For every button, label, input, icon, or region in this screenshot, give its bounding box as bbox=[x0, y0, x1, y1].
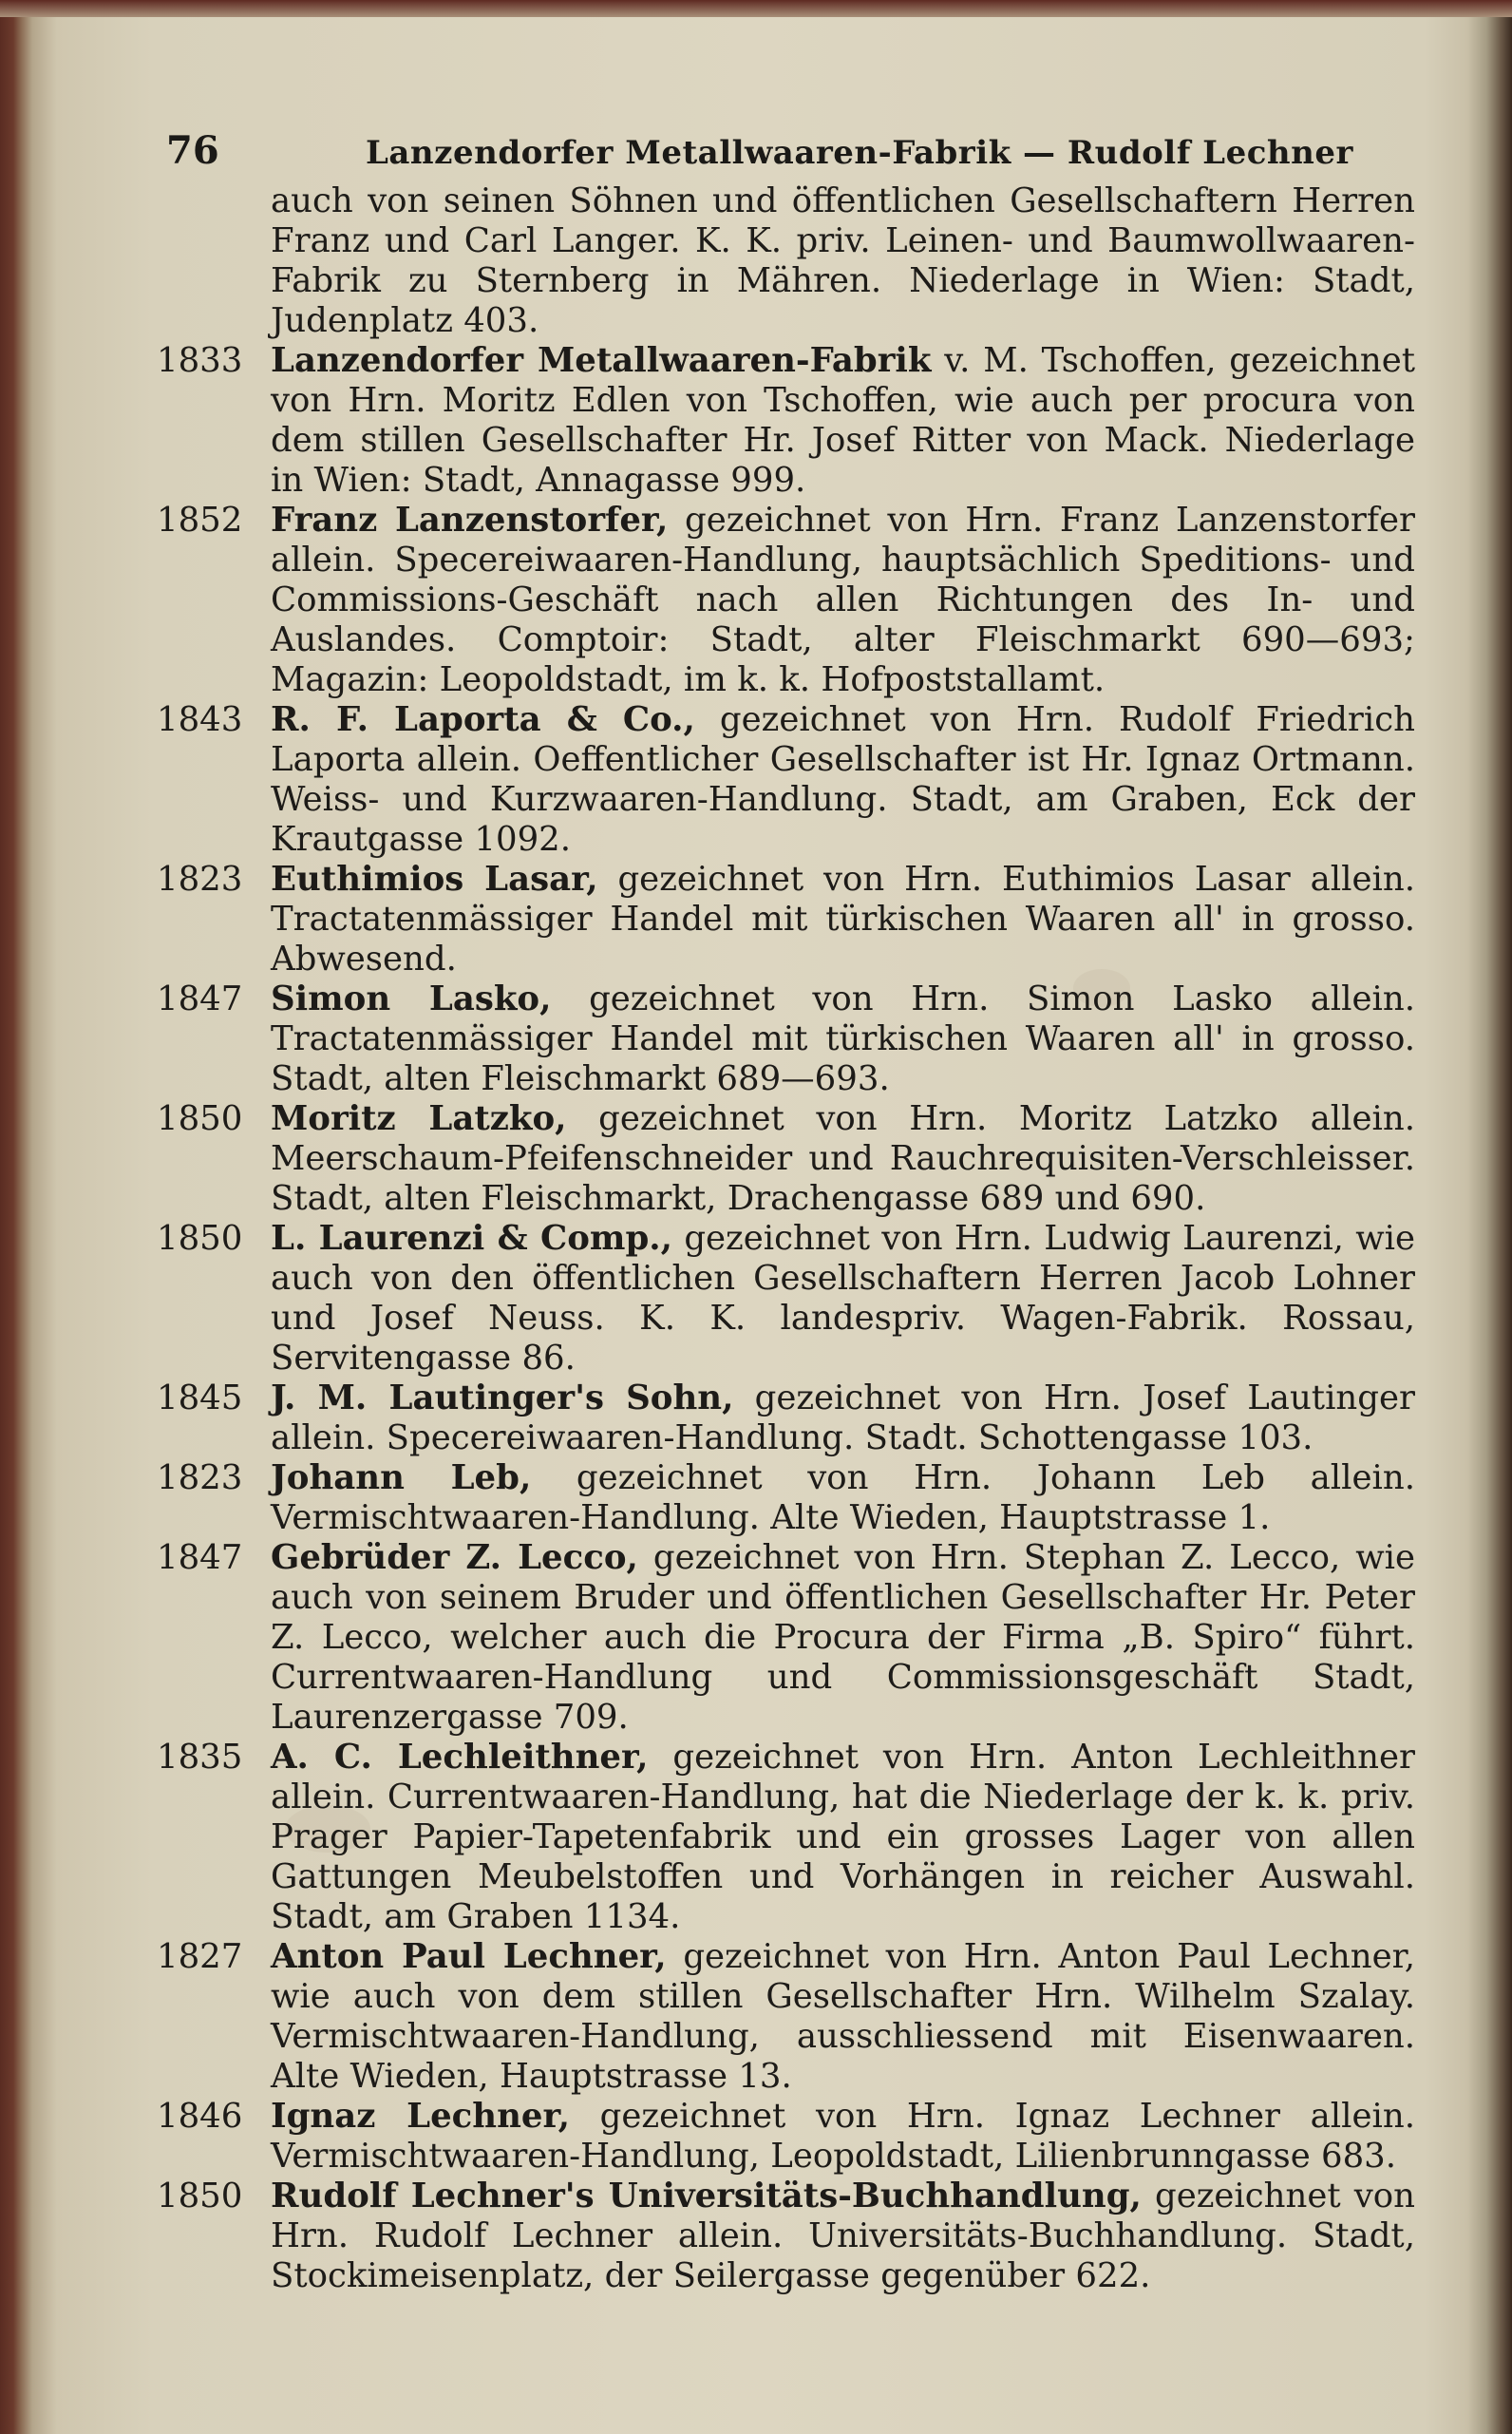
entry-year: 1847 bbox=[157, 1538, 243, 1577]
entry-description: gezeichnet von Hrn. Ludwig Laurenzi, wie auch von den öffentlichen Gesellschaftern Herren Jacob Lohner und Josef Neuss. K. K. landespriv. Wagen-Fabrik. Rossau, Servitengasse 86. bbox=[271, 1219, 1415, 1378]
directory-entry bbox=[157, 700, 1415, 860]
entry-year: 1850 bbox=[157, 1219, 243, 1258]
entry-firm-name: Johann Leb, bbox=[271, 1458, 532, 1497]
entry-firm-name: Simon Lasko, bbox=[271, 979, 552, 1018]
entry-year: 1850 bbox=[157, 2177, 243, 2215]
entry-text bbox=[271, 1937, 1415, 2097]
entry-text bbox=[271, 979, 1415, 1099]
page-content bbox=[157, 128, 1415, 2296]
directory-entry bbox=[157, 860, 1415, 979]
entry-text bbox=[271, 1458, 1415, 1538]
entry-firm-name: Franz Lanzenstorfer, bbox=[271, 501, 669, 540]
entry-firm-name: J. M. Lautinger's Sohn, bbox=[271, 1379, 734, 1417]
entry-year: 1835 bbox=[157, 1738, 243, 1777]
running-head bbox=[157, 128, 1415, 181]
entry-description: gezeichnet von Hrn. Rudolf Lechner allein. Universitäts-Buchhandlung. Stadt, Stockimeisenplatz, der Seilergasse gegenüber 622. bbox=[271, 2177, 1415, 2295]
entry-text bbox=[271, 860, 1415, 979]
header-title: Lanzendorfer Metallwaaren-Fabrik — Rudolf Lechner bbox=[366, 134, 1353, 172]
directory-entry bbox=[157, 501, 1415, 700]
entry-firm-name: Euthimios Lasar, bbox=[271, 860, 598, 899]
directory-entry bbox=[157, 2097, 1415, 2177]
entry-text bbox=[271, 1538, 1415, 1738]
directory-entry bbox=[157, 1538, 1415, 1738]
directory-entry bbox=[157, 1937, 1415, 2097]
entry-description: gezeichnet von Hrn. Stephan Z. Lecco, wie auch von seinem Bruder und öffentlichen Gesellschafter Hr. Peter Z. Lecco, welcher auch die Procura der Firma „B. Spiro“ führt. Currentwaaren-Handlung und Commissionsgeschäft Stadt, Laurenzergasse 709. bbox=[271, 1538, 1415, 1737]
entry-year: 1823 bbox=[157, 860, 243, 899]
entry-text bbox=[271, 700, 1415, 860]
entry-year: 1850 bbox=[157, 1099, 243, 1138]
entry-description: gezeichnet von Hrn. Anton Paul Lechner, wie auch von dem stillen Gesellschafter Hrn. Wilhelm Szalay. Vermischtwaaren-Handlung, ausschliessend mit Eisenwaaren. Alte Wieden, Hauptstrasse 13. bbox=[271, 1937, 1415, 2096]
directory-entry bbox=[157, 2177, 1415, 2296]
entry-text bbox=[271, 1219, 1415, 1379]
continuation-paragraph: auch von seinen Söhnen und öffentlichen Gesellschaftern Herren Franz und Carl Langer. K. K. priv. Leinen- und Baumwollwaaren-Fabrik zu Sternberg in Mähren. Niederlage in Wien: Stadt, Judenplatz 403. bbox=[271, 181, 1415, 340]
entry-year: 1845 bbox=[157, 1379, 243, 1417]
entry-description: gezeichnet von Hrn. Anton Lechleithner allein. Currentwaaren-Handlung, hat die Niederlage der k. k. priv. Prager Papier-Tapetenfabrik und ein grosses Lager von allen Gattungen Meubelstoffen und Vorhängen in reicher Auswahl. Stadt, am Graben 1134. bbox=[271, 1738, 1415, 1936]
entry-text bbox=[271, 501, 1415, 700]
entry-year: 1846 bbox=[157, 2097, 243, 2136]
directory-entry bbox=[157, 341, 1415, 501]
directory-entry bbox=[157, 1219, 1415, 1379]
entry-text bbox=[271, 1099, 1415, 1219]
entry-firm-name: R. F. Laporta & Co., bbox=[271, 700, 695, 739]
entry-year: 1833 bbox=[157, 341, 243, 380]
directory-entries bbox=[157, 341, 1415, 2296]
directory-entry bbox=[157, 1458, 1415, 1538]
entry-firm-name: A. C. Lechleithner, bbox=[271, 1738, 649, 1777]
entry-text bbox=[271, 1738, 1415, 1937]
entry-description: gezeichnet von Hrn. Ignaz Lechner allein. Vermischtwaaren-Handlung, Leopoldstadt, Lilienbrunngasse 683. bbox=[271, 2097, 1415, 2176]
entry-year: 1827 bbox=[157, 1937, 243, 1976]
directory-entry bbox=[157, 979, 1415, 1099]
entry-firm-name: Rudolf Lechner's Universitäts-Buchhandlung, bbox=[271, 2177, 1142, 2215]
entry-description: gezeichnet von Hrn. Rudolf Friedrich Laporta allein. Oeffentlicher Gesellschafter ist Hr. Ignaz Ortmann. Weiss- und Kurzwaaren-Handlung. Stadt, am Graben, Eck der Krautgasse 1092. bbox=[271, 700, 1415, 859]
entry-firm-name: Moritz Latzko, bbox=[271, 1099, 567, 1138]
entry-text bbox=[271, 2177, 1415, 2296]
entry-text bbox=[271, 1379, 1415, 1458]
entry-description: gezeichnet von Hrn. Simon Lasko allein. Tractatenmässiger Handel mit türkischen Waaren all' in grosso. Stadt, alten Fleischmarkt 689—693. bbox=[271, 979, 1415, 1098]
entry-year: 1843 bbox=[157, 700, 243, 739]
entry-description: v. M. Tschoffen, gezeichnet von Hrn. Moritz Edlen von Tschoffen, wie auch per procura von dem stillen Gesellschafter Hr. Josef Ritter von Mack. Niederlage in Wien: Stadt, Annagasse 999. bbox=[271, 341, 1415, 500]
entry-firm-name: Anton Paul Lechner, bbox=[271, 1937, 667, 1976]
directory-entry bbox=[157, 1099, 1415, 1219]
entry-description: gezeichnet von Hrn. Franz Lanzenstorfer allein. Specereiwaaren-Handlung, hauptsächlich Speditions- und Commissions-Geschäft nach allen Richtungen des In- und Auslandes. Comptoir: Stadt, alter Fleischmarkt 690—693; Magazin: Leopoldstadt, im k. k. Hofpoststallamt. bbox=[271, 501, 1415, 699]
page-number: 76 bbox=[166, 128, 219, 173]
entry-text bbox=[271, 2097, 1415, 2177]
entry-description: gezeichnet von Hrn. Moritz Latzko allein. Meerschaum-Pfeifenschneider und Rauchrequisiten-Verschleisser. Stadt, alten Fleischmarkt, Drachengasse 689 und 690. bbox=[271, 1099, 1415, 1218]
entry-year: 1852 bbox=[157, 501, 243, 540]
entry-year: 1847 bbox=[157, 979, 243, 1018]
entry-text bbox=[271, 341, 1415, 501]
page-edge-top bbox=[0, 0, 1512, 17]
entry-firm-name: L. Laurenzi & Comp., bbox=[271, 1219, 673, 1258]
entry-firm-name: Ignaz Lechner, bbox=[271, 2097, 570, 2136]
directory-entry bbox=[157, 1738, 1415, 1937]
entry-description: gezeichnet von Hrn. Johann Leb allein. Vermischtwaaren-Handlung. Alte Wieden, Hauptstrasse 1. bbox=[271, 1458, 1415, 1537]
entry-year: 1823 bbox=[157, 1458, 243, 1497]
entry-firm-name: Lanzendorfer Metallwaaren-Fabrik bbox=[271, 341, 932, 380]
entry-description: gezeichnet von Hrn. Euthimios Lasar allein. Tractatenmässiger Handel mit türkischen Waaren all' in grosso. Abwesend. bbox=[271, 860, 1415, 979]
entry-firm-name: Gebrüder Z. Lecco, bbox=[271, 1538, 638, 1577]
directory-entry bbox=[157, 1379, 1415, 1458]
entry-description: gezeichnet von Hrn. Josef Lautinger allein. Specereiwaaren-Handlung. Stadt. Schottengasse 103. bbox=[271, 1379, 1415, 1457]
